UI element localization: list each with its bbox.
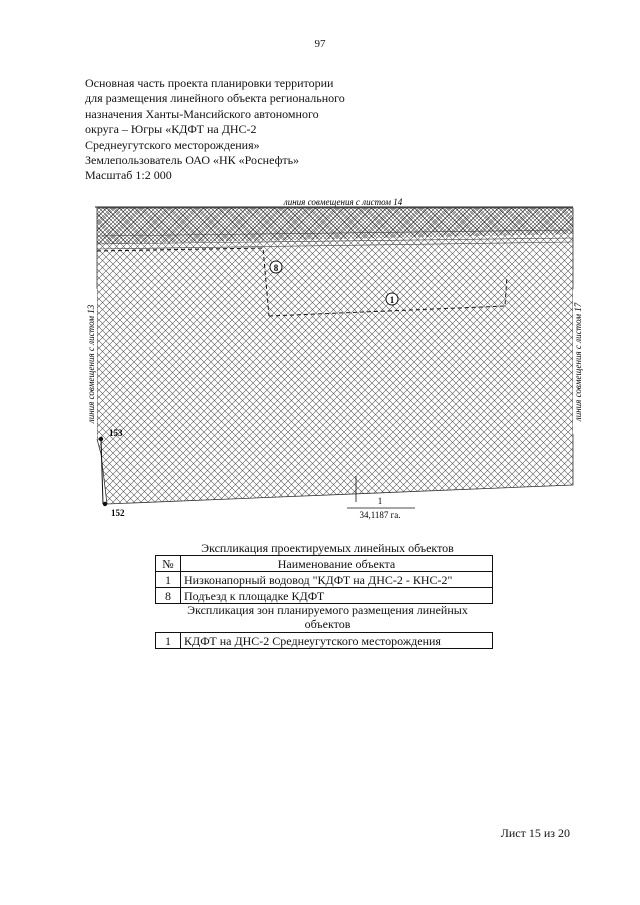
marker-8-label: 8 xyxy=(273,263,279,273)
area-number: 1 xyxy=(377,496,383,506)
point-152-label: 152 xyxy=(111,508,125,518)
map-label-top: линия совмещения с листом 14 xyxy=(283,197,403,207)
marker-1-label: 1 xyxy=(389,295,395,305)
table-cell: 8 xyxy=(156,588,181,604)
header-line: Среднеугутского месторождения» xyxy=(85,137,260,152)
header-line: Масштаб 1:2 000 xyxy=(85,168,172,183)
sheet-footer: Лист 15 из 20 xyxy=(500,826,570,840)
explication-linear-table xyxy=(155,555,493,604)
table-header-row xyxy=(156,556,493,572)
title-line: объектов xyxy=(304,617,351,631)
table-cell: КДФТ на ДНС-2 Среднеугутского месторождения xyxy=(181,633,493,649)
table-row xyxy=(156,633,493,649)
area-value: 34,1187 га. xyxy=(359,510,401,520)
point-153-dot xyxy=(99,437,103,441)
table-cell: Низконапорный водовод "КДФТ на ДНС-2 - КНС-2" xyxy=(181,572,493,588)
header-line: Землепользователь ОАО «НК «Роснефть» xyxy=(85,153,300,168)
header-line: для размещения линейного объекта регионального xyxy=(85,91,345,106)
header-line: назначения Ханты-Мансийского автономного xyxy=(85,106,319,121)
explication-linear-title: Экспликация проектируемых линейных объектов xyxy=(201,541,454,555)
map-label-left: линия совмещения с листом 13 xyxy=(86,304,96,424)
page-number: 97 xyxy=(314,38,326,50)
table-cell: Подъезд к площадке КДФТ xyxy=(181,588,493,604)
table-cell: 1 xyxy=(156,633,181,649)
site-plan-map xyxy=(85,194,585,524)
header-line: округа – Югры «КДФТ на ДНС-2 xyxy=(85,122,257,137)
header-cell: Наименование объекта xyxy=(181,556,493,572)
table-row xyxy=(156,572,493,588)
hatched-area xyxy=(97,208,573,504)
explication-zones-title xyxy=(155,603,500,631)
table-row xyxy=(156,588,493,604)
document-header xyxy=(85,76,405,184)
map-label-right: линия совмещения с листом 17 xyxy=(573,302,583,422)
header-cell: № xyxy=(156,556,181,572)
table-cell: 1 xyxy=(156,572,181,588)
point-152-dot xyxy=(103,502,107,506)
explication-zones-table xyxy=(155,632,493,649)
point-153-label: 153 xyxy=(109,428,123,438)
header-line: Основная часть проекта планировки территории xyxy=(85,76,334,90)
title-line: Экспликация зон планируемого размещения линейных xyxy=(187,603,468,617)
